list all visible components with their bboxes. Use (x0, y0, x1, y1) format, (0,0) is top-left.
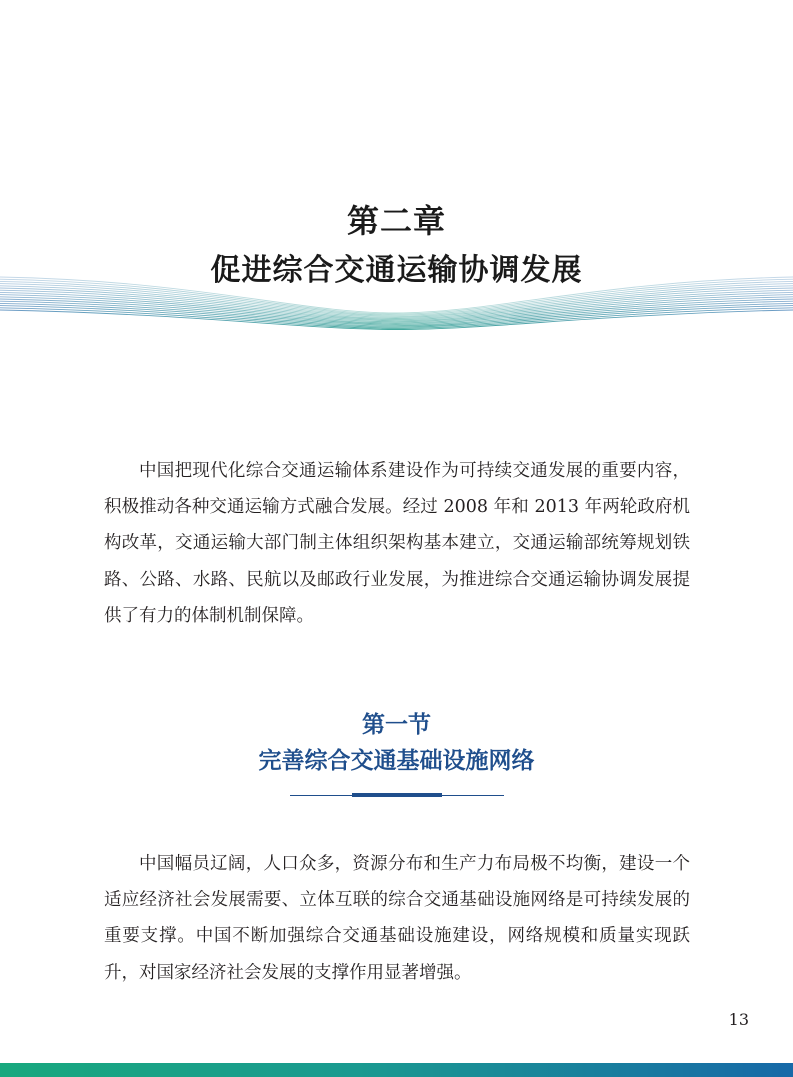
section-title: 完善综合交通基础设施网络 (258, 747, 535, 774)
section-number: 第一节 (362, 711, 431, 738)
page-number: 13 (728, 1010, 749, 1029)
section-divider (290, 793, 504, 797)
intro-paragraph: 中国把现代化综合交通运输体系建设作为可持续交通发展的重要内容，积极推动各种交通运输方式融合发展。经过 2008 年和 2013 年两轮政府机构改革，交通运输大部门制主体组织架构基本建立，交通运输部统筹规划铁路、公路、水路、民航以及邮政行业发展，为推进综合交通运输协调发展提供了有力的体制机制保障。 (104, 461, 690, 626)
chapter-title: 促进综合交通运输协调发展 (210, 253, 583, 288)
section-paragraph: 中国幅员辽阔，人口众多，资源分布和生产力布局极不均衡，建设一个适应经济社会发展需要、立体互联的综合交通基础设施网络是可持续发展的重要支撑。中国不断加强综合交通基础设施建设，网络规模和质量实现跃升，对国家经济社会发展的支撑作用显著增强。 (104, 854, 690, 983)
divider-thick-line (352, 793, 442, 797)
footer-color-bar (0, 1063, 793, 1077)
chapter-number: 第二章 (346, 202, 446, 240)
